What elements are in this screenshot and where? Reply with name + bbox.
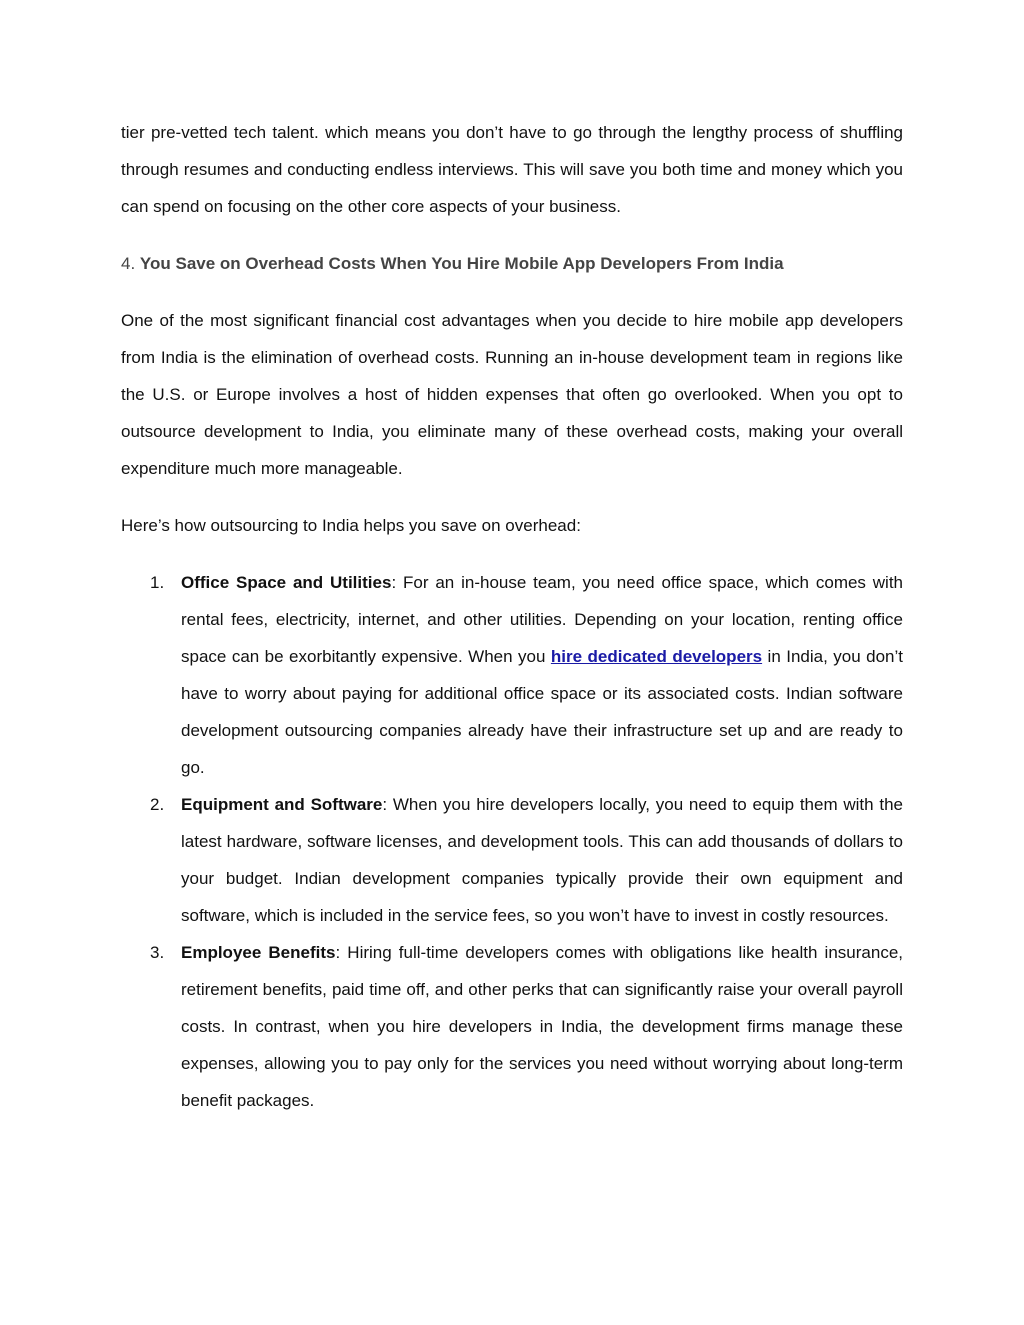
intro-paragraph: tier pre-vetted tech talent. which means you don’t have to go through the lengthy process of shuffling through resumes and conducting endless interviews. This will save you both time and money which you can spend on focusing on the other core aspects of your business. xyxy=(121,123,903,216)
section-title: You Save on Overhead Costs When You Hire Mobile App Developers From India xyxy=(139,254,784,273)
list-item-term: Office Space and Utilities xyxy=(181,573,392,592)
body-paragraph-list-intro: Here’s how outsourcing to India helps you save on overhead: xyxy=(121,516,581,535)
list-item-office-space xyxy=(121,564,903,786)
list-item-term: Employee Benefits xyxy=(181,943,336,962)
overhead-list xyxy=(121,564,903,1119)
list-item-equipment xyxy=(121,786,903,934)
list-item-term: Equipment and Software xyxy=(181,795,383,814)
body-paragraph-overhead: One of the most significant financial cost advantages when you decide to hire mobile app developers from India is the elimination of overhead costs. Running an in-house development team in regions like the U.S. or Europe involves a host of hidden expenses that often go overlooked. When you opt to outsource development to India, you eliminate many of these overhead costs, making your overall expenditure much more manageable. xyxy=(121,311,903,478)
hire-dedicated-developers-link[interactable]: hire dedicated developers xyxy=(550,647,763,666)
list-item-number: 2. xyxy=(150,795,165,814)
list-item-number: 1. xyxy=(150,573,165,592)
list-item-text: : When you hire developers locally, you need to equip them with the latest hardware, software licenses, and development tools. This can add thousands of dollars to your budget. Indian development companies typically provide their own equipment and software, which is included in the service fees, so you won’t have to invest in costly resources. xyxy=(181,795,904,925)
list-item-text-continued: in India, you don’t have to worry about paying for additional office space or its associated costs. Indian software development outsourcing companies already have their infrastructure set up and are ready to go. xyxy=(181,647,904,777)
document-page xyxy=(121,114,903,1119)
section-heading xyxy=(121,245,903,282)
list-item-text: : Hiring full-time developers comes with obligations like health insurance, retirement benefits, paid time off, and other perks that can significantly raise your overall payroll costs. In contrast, when you hire developers in India, the development firms manage these expenses, allowing you to pay only for the services you need without worrying about long-term benefit packages. xyxy=(181,943,903,1110)
list-item-text: : For an in-house team, you need office space, which comes with rental fees, electricity, internet, and other utilities. Depending on your location, renting office space can be exorbitantly expensive. When you xyxy=(181,573,904,666)
list-item-number: 3. xyxy=(150,943,165,962)
list-item-employee-benefits xyxy=(121,934,903,1119)
section-number: 4. xyxy=(121,254,136,273)
